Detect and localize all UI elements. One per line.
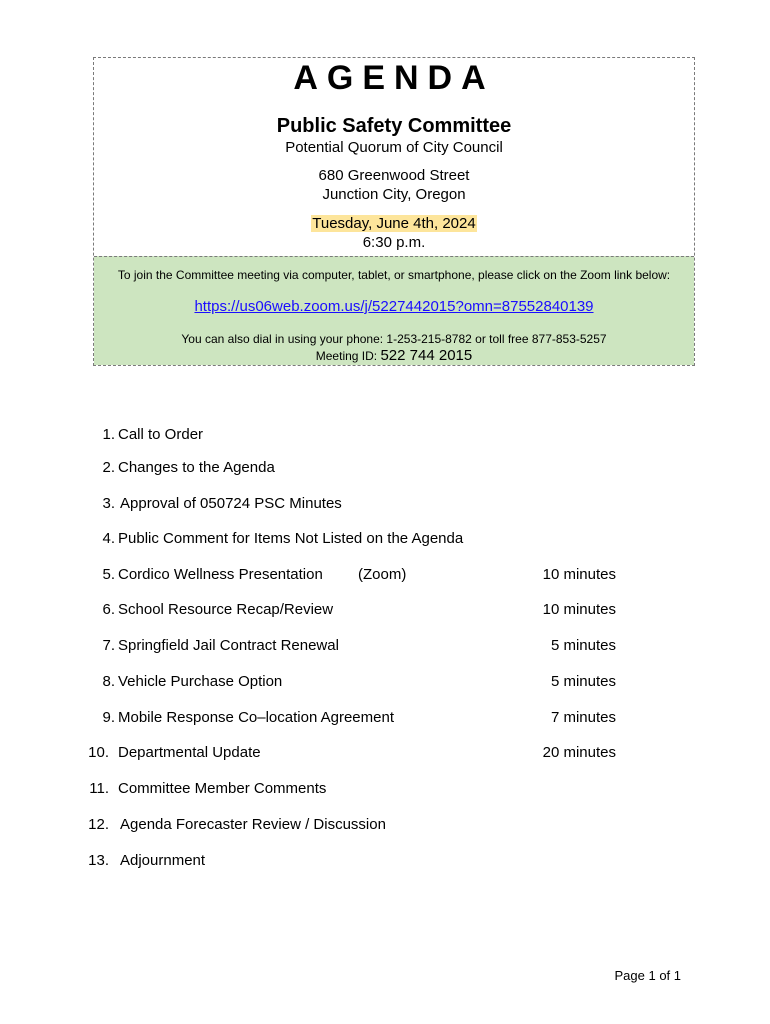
- item-number: 7.: [102, 637, 115, 654]
- item-number: 11.: [89, 780, 109, 797]
- address-line-1: 680 Greenwood Street: [318, 167, 470, 184]
- item-duration: 20 minutes: [542, 744, 616, 761]
- item-label: Departmental Update: [118, 744, 261, 761]
- item-number: 5.: [102, 566, 115, 583]
- meeting-time: 6:30 p.m.: [362, 234, 426, 251]
- item-label: Springfield Jail Contract Renewal: [118, 637, 339, 654]
- committee-name: Public Safety Committee: [276, 115, 512, 137]
- address-line-2: Junction City, Oregon: [322, 186, 466, 203]
- meeting-date: Tuesday, June 4th, 2024: [312, 215, 476, 232]
- item-label: Call to Order: [118, 426, 204, 443]
- item-duration: 5 minutes: [550, 637, 616, 654]
- item-number: 12.: [88, 816, 109, 833]
- item-label: School Resource Recap/Review: [118, 601, 334, 618]
- item-label: Cordico Wellness Presentation: [118, 566, 323, 583]
- item-number: 1.: [102, 426, 115, 443]
- item-number: 10.: [88, 744, 109, 761]
- item-number: 4.: [102, 530, 115, 547]
- item-duration: 10 minutes: [542, 601, 616, 618]
- item-duration: 5 minutes: [550, 673, 616, 690]
- item-label: Approval of 050724 PSC Minutes: [120, 495, 342, 512]
- item-duration: 7 minutes: [550, 709, 616, 726]
- zoom-link[interactable]: https://us06web.zoom.us/j/5227442015?omn=87552840139: [194, 298, 594, 315]
- item-label: Public Comment for Items Not Listed on the Agenda: [118, 530, 464, 547]
- item-number: 2.: [102, 459, 115, 476]
- item-label: Mobile Response Co–location Agreement: [118, 709, 394, 726]
- item-note: (Zoom): [358, 566, 407, 583]
- quorum-note: Potential Quorum of City Council: [285, 139, 503, 156]
- item-number: 9.: [102, 709, 115, 726]
- item-label: Changes to the Agenda: [118, 459, 275, 476]
- item-label: Agenda Forecaster Review / Discussion: [120, 816, 386, 833]
- meeting-id-label: Meeting ID:: [315, 349, 378, 363]
- item-number: 3.: [102, 495, 115, 512]
- item-label: Adjournment: [120, 852, 206, 869]
- item-label: Vehicle Purchase Option: [118, 673, 283, 690]
- meeting-id-value: 522 744 2015: [380, 347, 473, 364]
- item-duration: 10 minutes: [542, 566, 616, 583]
- page-number: Page 1 of 1: [614, 968, 681, 983]
- dial-in-info: You can also dial in using your phone: 1-253-215-8782 or toll free 877-853-5257: [181, 332, 607, 346]
- item-label: Committee Member Comments: [118, 780, 327, 797]
- agenda-title: AGENDA: [293, 59, 495, 97]
- zoom-intro: To join the Committee meeting via computer, tablet, or smartphone, please click on the Zoom link below:: [117, 268, 671, 282]
- item-number: 13.: [88, 852, 109, 869]
- item-number: 6.: [102, 601, 115, 618]
- item-number: 8.: [102, 673, 115, 690]
